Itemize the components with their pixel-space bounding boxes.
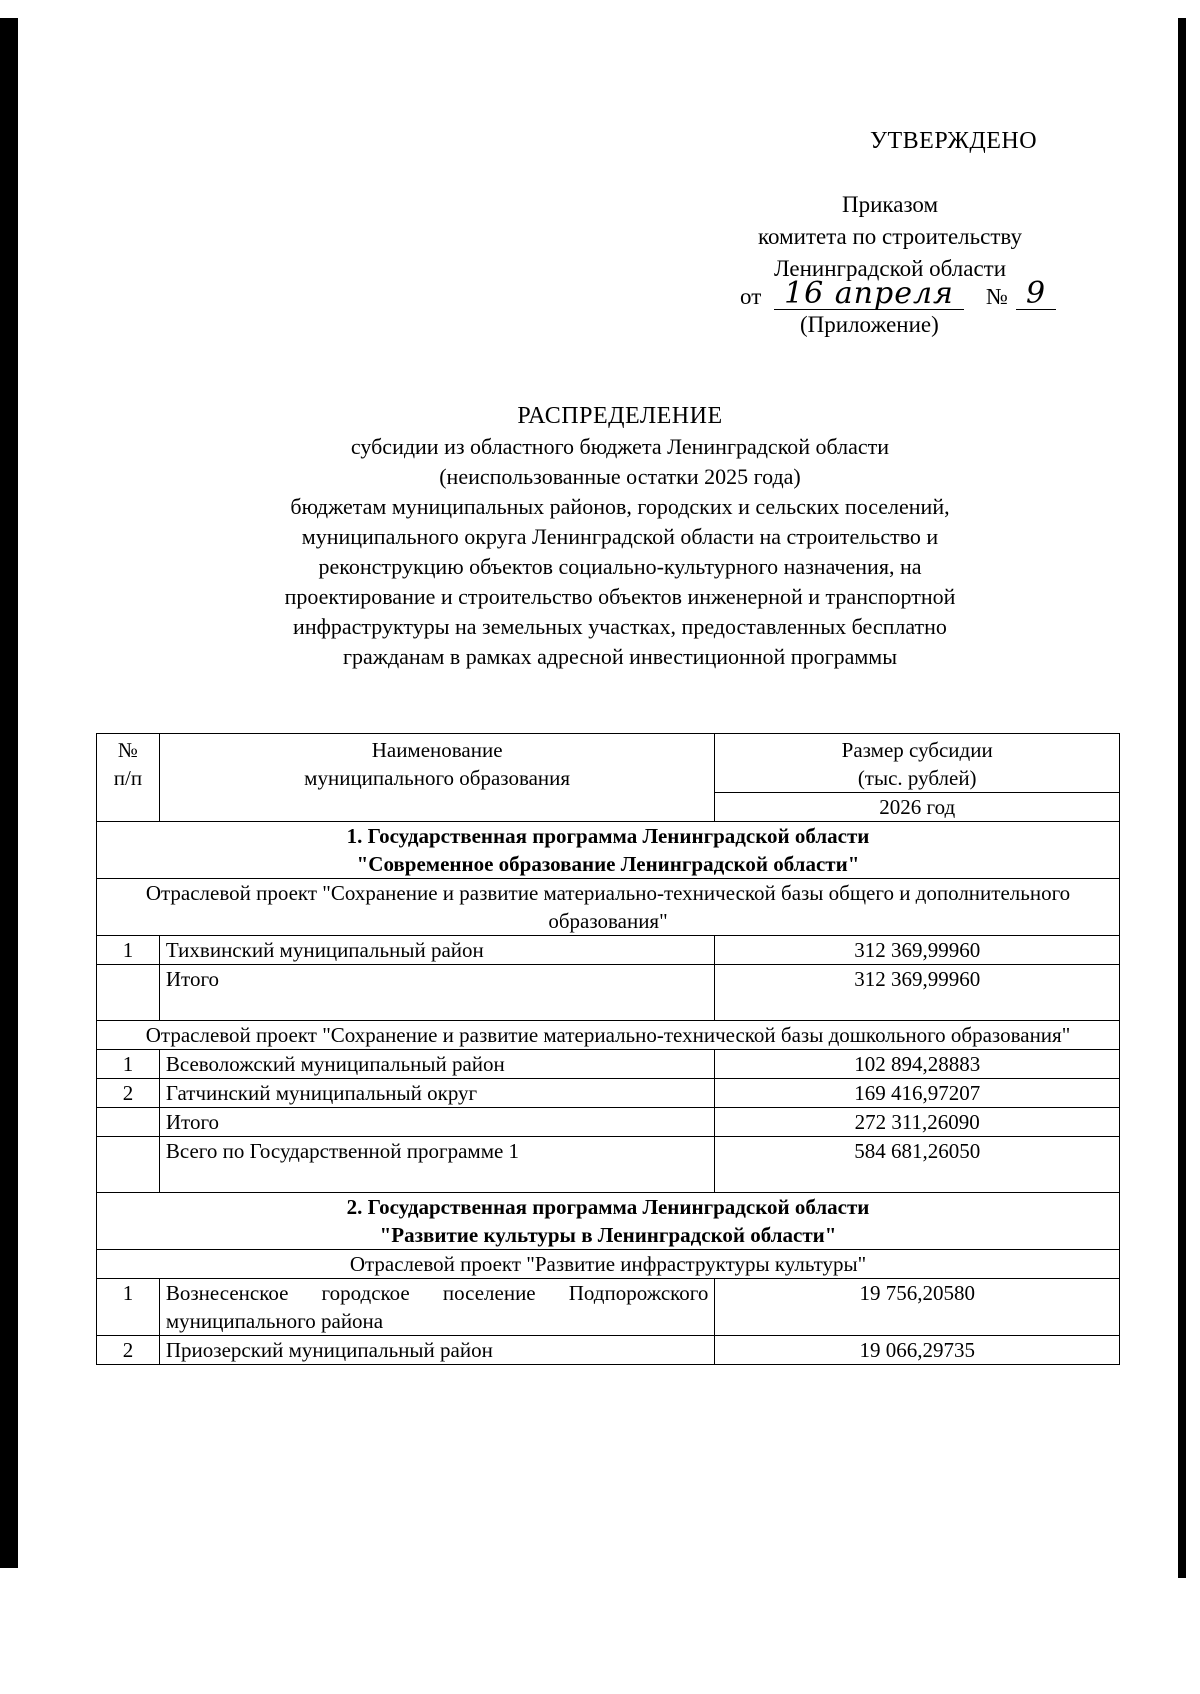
header-year: 2026 год bbox=[715, 793, 1120, 822]
header-num: № bbox=[117, 738, 138, 762]
heading-line: субсидии из областного бюджета Ленинградской области bbox=[350, 434, 890, 459]
program-1-line-1: 1. Государственная программа Ленинградской области bbox=[346, 824, 870, 848]
program-row bbox=[97, 822, 1120, 879]
program-2-project-1-title: Отраслевой проект "Развитие инфраструктуры культуры" bbox=[97, 1250, 1120, 1279]
header-value: Размер субсидии bbox=[841, 738, 993, 762]
header-num-sub: п/п bbox=[113, 766, 143, 790]
total-row bbox=[97, 1108, 1120, 1137]
program-2-line-2: "Развитие культуры в Ленинградской области" bbox=[379, 1223, 837, 1247]
program-1-line-2: "Современное образование Ленинградской области" bbox=[356, 852, 860, 876]
row-num: 2 bbox=[97, 1079, 160, 1108]
approved-stamp-title: УТВЕРЖДЕНО bbox=[870, 128, 1038, 154]
row-name: Гатчинский муниципальный округ bbox=[159, 1079, 715, 1108]
total-row bbox=[97, 965, 1120, 1021]
row-name: Всеволожский муниципальный район bbox=[159, 1050, 715, 1079]
approval-line-2: комитета по строительству bbox=[758, 224, 1022, 249]
table-row bbox=[97, 936, 1120, 965]
scan-edge-right bbox=[1178, 18, 1186, 1578]
number-prefix: № bbox=[986, 284, 1008, 309]
scan-edge-left bbox=[0, 18, 18, 1568]
row-num: 1 bbox=[97, 936, 160, 965]
heading-line: (неиспользованные остатки 2025 года) bbox=[439, 464, 801, 489]
program-2-title bbox=[97, 1193, 1120, 1250]
row-num-empty bbox=[97, 1137, 160, 1193]
row-value: 169 416,97207 bbox=[715, 1079, 1120, 1108]
handwritten-number: 9 bbox=[1016, 279, 1056, 310]
program-1-title bbox=[97, 822, 1120, 879]
project-row bbox=[97, 879, 1120, 936]
row-num: 1 bbox=[97, 1050, 160, 1079]
grand-total-row bbox=[97, 1137, 1120, 1193]
header-name: Наименование bbox=[371, 738, 503, 762]
row-name: Вознесенское городское поселение Подпорожского муниципального района bbox=[159, 1279, 715, 1336]
heading-line: муниципального округа Ленинградской области на строительство и bbox=[301, 524, 939, 549]
table-row bbox=[97, 1079, 1120, 1108]
document-title: РАСПРЕДЕЛЕНИЕ bbox=[517, 403, 723, 429]
date-prefix: от bbox=[740, 284, 762, 309]
row-value: 312 369,99960 bbox=[715, 936, 1120, 965]
grand-total-value: 584 681,26050 bbox=[715, 1137, 1120, 1193]
header-value-cell bbox=[715, 734, 1120, 793]
total-label: Итого bbox=[159, 965, 715, 1021]
total-value: 312 369,99960 bbox=[715, 965, 1120, 1021]
row-num-empty bbox=[97, 1108, 160, 1137]
document-heading bbox=[160, 400, 1080, 672]
row-value: 102 894,28883 bbox=[715, 1050, 1120, 1079]
distribution-table bbox=[96, 733, 1120, 1365]
total-label: Итого bbox=[159, 1108, 715, 1137]
table-row bbox=[97, 1050, 1120, 1079]
table-header-row bbox=[97, 734, 1120, 793]
row-name: Тихвинский муниципальный район bbox=[159, 936, 715, 965]
program-1-project-1-title: Отраслевой проект "Сохранение и развитие материально-технической базы общего и дополнительного образования" bbox=[97, 879, 1120, 936]
row-num: 1 bbox=[97, 1279, 160, 1336]
total-value: 272 311,26090 bbox=[715, 1108, 1120, 1137]
table-row bbox=[97, 1336, 1120, 1365]
project-row bbox=[97, 1250, 1120, 1279]
handwritten-date: 16 апреля bbox=[774, 279, 964, 310]
approval-line-1: Приказом bbox=[841, 192, 939, 217]
heading-line: реконструкцию объектов социально-культурного назначения, на bbox=[318, 554, 922, 579]
project-row bbox=[97, 1021, 1120, 1050]
row-value: 19 066,29735 bbox=[715, 1336, 1120, 1365]
row-value: 19 756,20580 bbox=[715, 1279, 1120, 1336]
heading-line: бюджетам муниципальных районов, городских и сельских поселений, bbox=[290, 494, 950, 519]
table-row bbox=[97, 1279, 1120, 1336]
approval-date-row bbox=[740, 278, 1100, 314]
header-num-cell bbox=[97, 734, 160, 822]
program-2-line-1: 2. Государственная программа Ленинградской области bbox=[346, 1195, 870, 1219]
heading-line: проектирование и строительство объектов инженерной и транспортной bbox=[284, 584, 956, 609]
row-num: 2 bbox=[97, 1336, 160, 1365]
row-num-empty bbox=[97, 965, 160, 1021]
header-value-sub: (тыс. рублей) bbox=[857, 766, 977, 790]
heading-line: гражданам в рамках адресной инвестиционной программы bbox=[342, 644, 897, 669]
heading-line: инфраструктуры на земельных участках, предоставленных бесплатно bbox=[293, 614, 947, 639]
program-row bbox=[97, 1193, 1120, 1250]
approval-line-3: Ленинградской области bbox=[773, 256, 1007, 281]
header-name-cell bbox=[159, 734, 715, 822]
grand-total-label: Всего по Государственной программе 1 bbox=[159, 1137, 715, 1193]
program-1-project-2-title: Отраслевой проект "Сохранение и развитие материально-технической базы дошкольного образования" bbox=[97, 1021, 1120, 1050]
header-name-sub: муниципального образования bbox=[304, 766, 571, 790]
approval-appendix: (Приложение) bbox=[800, 312, 939, 337]
row-name: Приозерский муниципальный район bbox=[159, 1336, 715, 1365]
